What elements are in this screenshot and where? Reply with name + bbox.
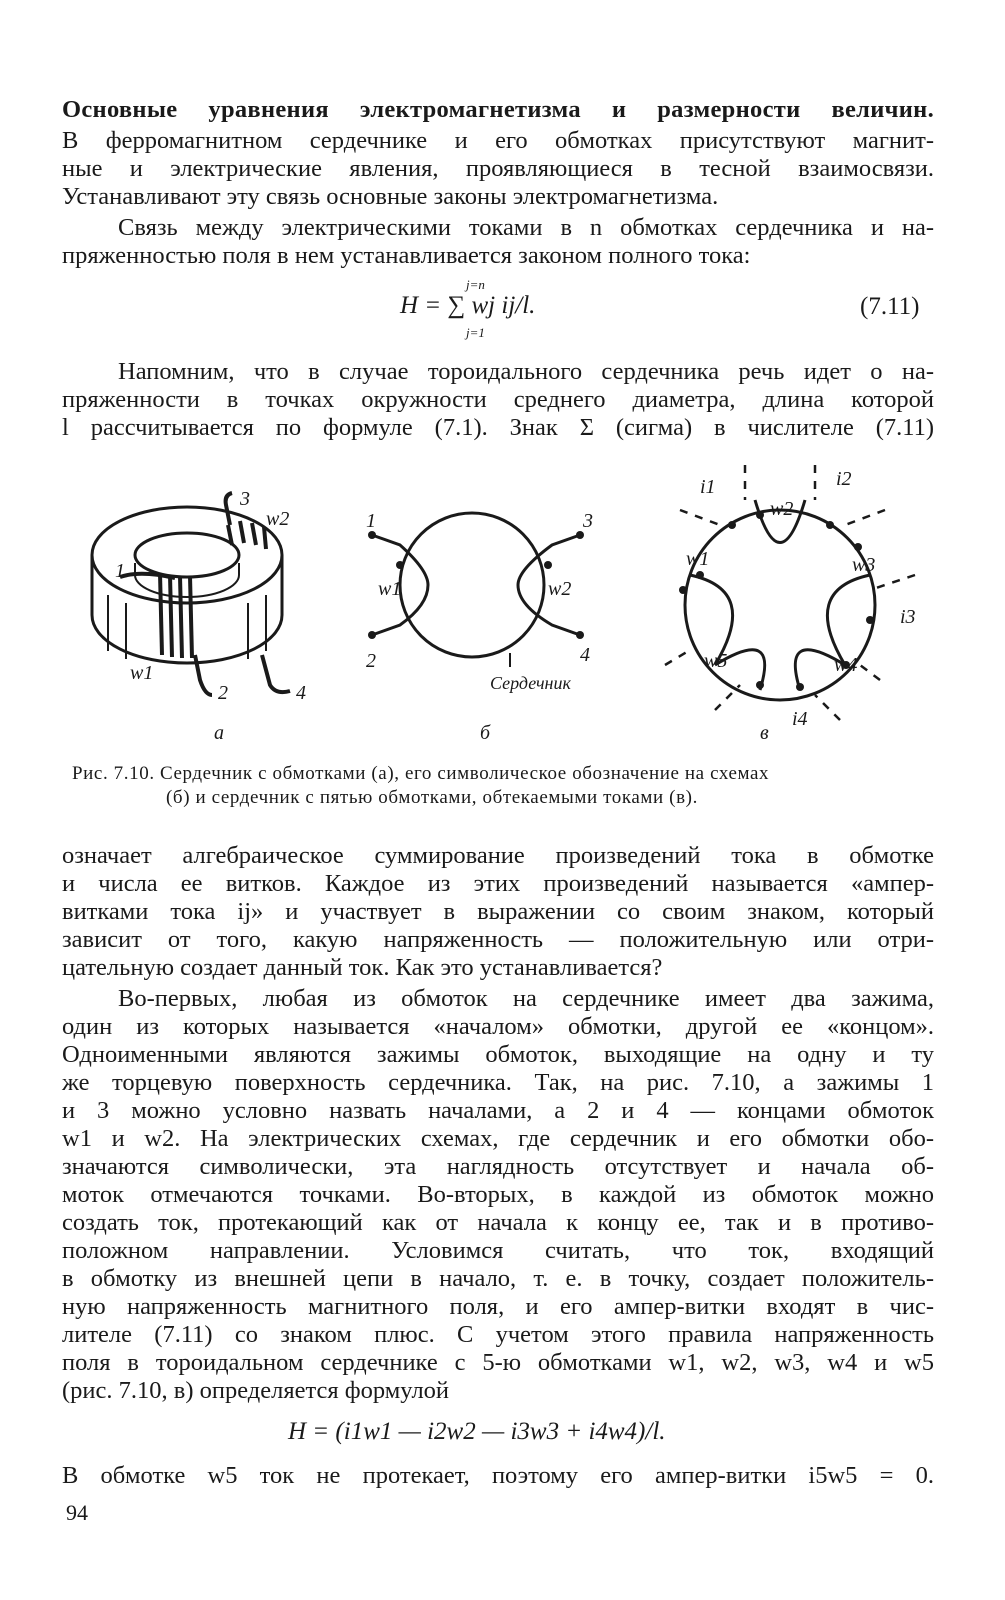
text-line: В обмотке w5 ток не протекает, поэтому его ампер-витки i5w5 = 0.: [62, 1462, 934, 1489]
label-a-w2: w2: [266, 508, 290, 530]
text-line: же торцевую поверхность сердечника. Так, на рис. 7.10, а зажимы 1: [62, 1069, 934, 1096]
text-line: Во-первых, любая из обмоток на сердечнике имеет два зажима,: [118, 985, 934, 1012]
text-line: один из которых называется «началом» обмотки, другой ее «концом».: [62, 1013, 934, 1040]
text-line: означает алгебраическое суммирование произведений тока в обмотке: [62, 842, 934, 869]
label-c-i4: i4: [792, 708, 808, 730]
text-line: l рассчитывается по формуле (7.1). Знак Σ (сигма) в числителе (7.11): [62, 414, 934, 441]
text-line: и числа ее витков. Каждое из этих произведений называется «ампер-: [62, 870, 934, 897]
sum-lower-limit: j=1: [466, 325, 485, 340]
label-b-w1: w1: [378, 578, 402, 600]
formula-H: H = (i1w1 — i2w2 — i3w3 + i4w4)/l.: [288, 1418, 666, 1445]
label-b-3: 3: [583, 510, 593, 532]
label-a-3: 3: [240, 488, 250, 510]
text-line: цательную создает данный ток. Как это устанавливается?: [62, 954, 663, 981]
equation-number: (7.11): [860, 293, 920, 320]
text-line: пряженности в точках окружности среднего диаметра, длина которой: [62, 386, 934, 413]
label-b-w2: w2: [548, 578, 572, 600]
text-line: Связь между электрическими токами в n обмотках сердечника и на-: [118, 214, 934, 241]
subfigure-label-a: а: [214, 722, 224, 744]
label-c-i2: i2: [836, 468, 852, 490]
text-line: ную напряженность магнитного поля, и его ампер-витки входят в чис-: [62, 1293, 934, 1320]
text-line: w1 и w2. На электрических схемах, где сердечник и его обмотки обо-: [62, 1125, 934, 1152]
text-line: лителе (7.11) со знаком плюс. С учетом этого правила напряженность: [62, 1321, 934, 1348]
subfigure-label-b: б: [480, 722, 491, 744]
label-a-w1: w1: [130, 662, 154, 684]
label-c-i1: i1: [700, 476, 716, 498]
figure-caption-line-2: (б) и сердечник с пятью обмотками, обтекаемыми токами (в).: [166, 787, 698, 808]
section-heading: Основные уравнения электромагнетизма и размерности величин.: [62, 96, 934, 123]
figure-7-10: [0, 455, 1005, 755]
text-line: витками тока ij» и участвует в выражении со своим знаком, который: [62, 898, 934, 925]
text-line: поля в тороидальном сердечнике с 5-ю обмотками w1, w2, w3, w4 и w5: [62, 1349, 934, 1376]
text-line: и 3 можно условно назвать началами, а 2 и 4 — концами обмоток: [62, 1097, 934, 1124]
figure-caption-line-1: Рис. 7.10. Сердечник с обмотками (а), его символическое обозначение на схемах: [72, 763, 770, 784]
label-b-1: 1: [366, 510, 376, 532]
text-line: создать ток, протекающий как от начала к концу ее, так и в противо-: [62, 1209, 934, 1236]
label-c-w5: w5: [704, 650, 728, 672]
label-c-w3: w3: [852, 554, 876, 576]
text-line: значаются символически, эта наглядность отсутствует и начала об-: [62, 1153, 934, 1180]
text-line: зависит от того, какую напряженность — положительную или отри-: [62, 926, 934, 953]
sum-upper-limit: j=n: [466, 277, 485, 292]
text-line: ные и электрические явления, проявляющиеся в тесной взаимосвязи.: [62, 155, 934, 182]
formula-7-11: H = ∑ wj ij/l.: [400, 292, 536, 319]
label-c-i3: i3: [900, 606, 916, 628]
label-c-w1: w1: [686, 548, 710, 570]
label-b-4: 4: [580, 644, 590, 666]
text-line: (рис. 7.10, в) определяется формулой: [62, 1377, 450, 1404]
text-line: положном направлении. Условимся считать, что ток, входящий: [62, 1237, 934, 1264]
page-number: 94: [66, 1500, 88, 1525]
text-line: моток отмечаются точками. Во-вторых, в каждой из обмоток можно: [62, 1181, 934, 1208]
label-a-1: 1: [115, 560, 125, 582]
label-b-core: Сердечник: [490, 673, 571, 693]
text-line: В ферромагнитном сердечнике и его обмотках присутствуют магнит-: [62, 127, 934, 154]
text-line: в обмотку из внешней цепи в начало, т. е. в точку, создает положитель-: [62, 1265, 934, 1292]
subfigure-label-c: в: [760, 722, 769, 744]
text-line: Одноименными являются зажимы обмоток, выходящие на одну и ту: [62, 1041, 934, 1068]
toroid-core-drawing: [92, 493, 290, 695]
text-line: Устанавливают эту связь основные законы электромагнетизма.: [62, 183, 719, 210]
label-a-4: 4: [296, 682, 306, 704]
label-b-2: 2: [366, 650, 376, 672]
label-c-w4: w4: [834, 654, 858, 676]
label-c-w2: w2: [770, 498, 794, 520]
text-line: Напомним, что в случае тороидального сердечника речь идет о на-: [118, 358, 934, 385]
text-line: пряженностью поля в нем устанавливается законом полного тока:: [62, 242, 751, 269]
label-a-2: 2: [218, 682, 228, 704]
